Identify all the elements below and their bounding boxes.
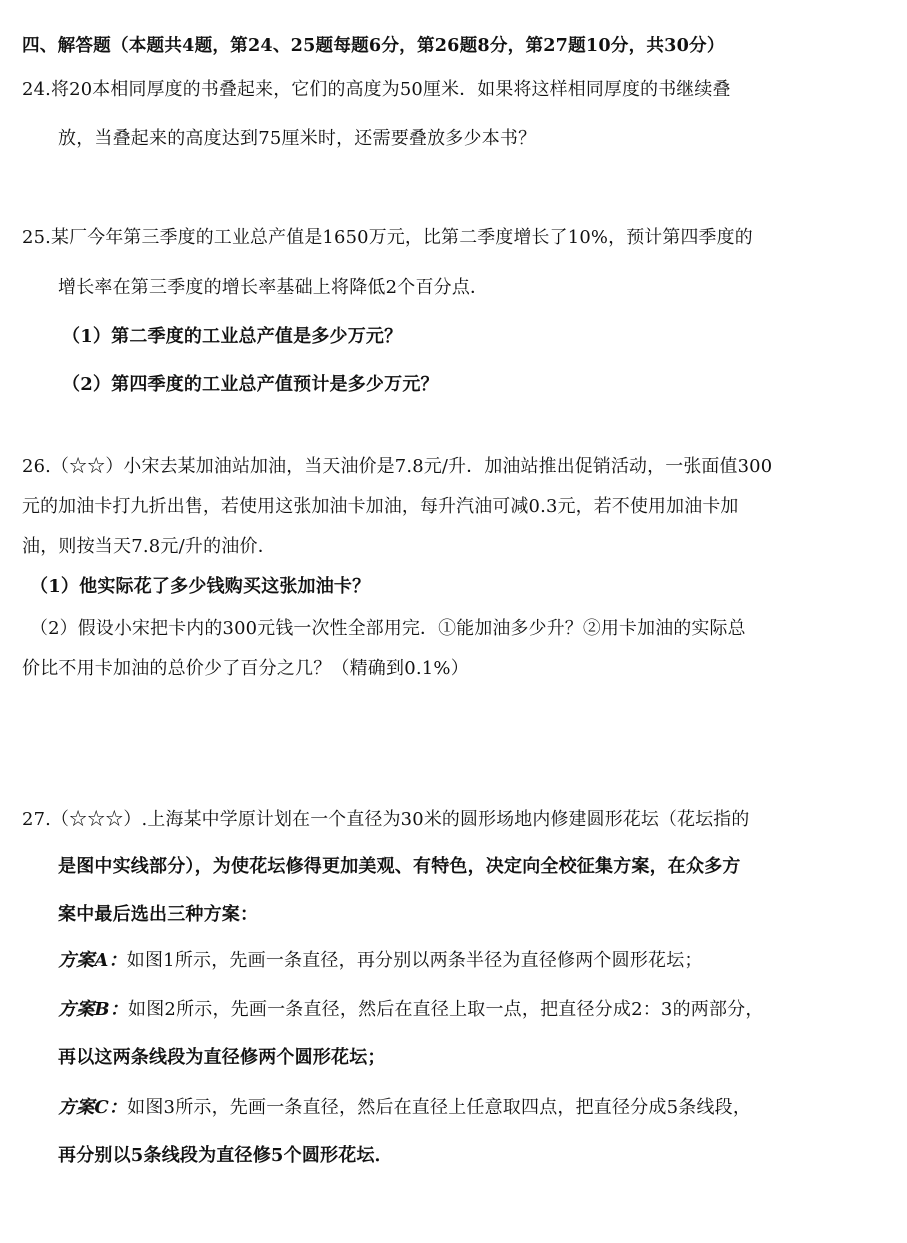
q26-sub-question-2-line-2: 价比不用卡加油的总价少了百分之几？（精确到0.1%） [22, 658, 469, 679]
q25-line-2: 增长率在第三季度的增长率基础上将降低2个百分点． [58, 277, 489, 298]
q26-line-3: 油，则按当天7.8元/升的油价． [22, 536, 276, 557]
q26-line-2: 元的加油卡打九折出售，若使用这张加油卡加油，每升汽油可减0.3元，若不使用加油卡加 [22, 496, 739, 517]
plan-c-label: 方案C： [58, 1097, 128, 1118]
q27-line-1: 27.（☆☆☆）.上海某中学原计划在一个直径为30米的圆形场地内修建圆形花坛（花坛指的 [22, 809, 750, 830]
q27-line-2: 是图中实线部分），为使花坛修得更加美观、有特色，决定向全校征集方案，在众多方 [58, 856, 741, 877]
q25-sub-question-2: （2）第四季度的工业总产值预计是多少万元？ [62, 374, 439, 395]
q26-sub-question-1: （1）他实际花了多少钱购买这张加油卡？ [30, 576, 371, 597]
q27-plan-c [58, 1095, 751, 1121]
q25-sub-question-1: （1）第二季度的工业总产值是多少万元？ [62, 326, 403, 347]
plan-b-label: 方案B： [58, 999, 129, 1020]
q25-line-1: 25.某厂今年第三季度的工业总产值是1650万元，比第二季度增长了10%，预计第四季度的 [22, 227, 753, 248]
q27-plan-b [58, 997, 764, 1023]
plan-a-text: 如图1所示，先画一条直径，再分别以两条半径为直径修两个圆形花坛； [126, 950, 703, 971]
q26-sub-question-2-line-1: （2）假设小宋把卡内的300元钱一次性全部用完．①能加油多少升？②用卡加油的实际总 [30, 618, 746, 639]
q24-line-1: 24.将20本相同厚度的书叠起来，它们的高度为50厘米．如果将这样相同厚度的书继续叠 [22, 79, 731, 100]
q27-plan-c-line-2: 再分别以5条线段为直径修5个圆形花坛． [58, 1145, 393, 1166]
q27-plan-b-line-2: 再以这两条线段为直径修两个圆形花坛； [58, 1047, 386, 1068]
plan-a-label: 方案A： [58, 950, 127, 971]
section-title: 四、解答题（本题共4题，第24、25题每题6分，第26题8分，第27题10分，共30分） [22, 35, 725, 56]
q24-line-2: 放，当叠起来的高度达到75厘米时，还需要叠放多少本书？ [58, 128, 537, 149]
q26-line-1: 26.（☆☆）小宋去某加油站加油，当天油价是7.8元/升．加油站推出促销活动，一张面值300 [22, 456, 773, 477]
q27-line-3: 案中最后选出三种方案： [58, 904, 259, 925]
plan-c-text: 如图3所示，先画一条直径，然后在直径上任意取四点，把直径分成5条线段， [127, 1097, 752, 1118]
plan-b-text: 如图2所示，先画一条直径，然后在直径上取一点，把直径分成2：3的两部分， [128, 999, 764, 1020]
q27-plan-a [58, 948, 703, 974]
